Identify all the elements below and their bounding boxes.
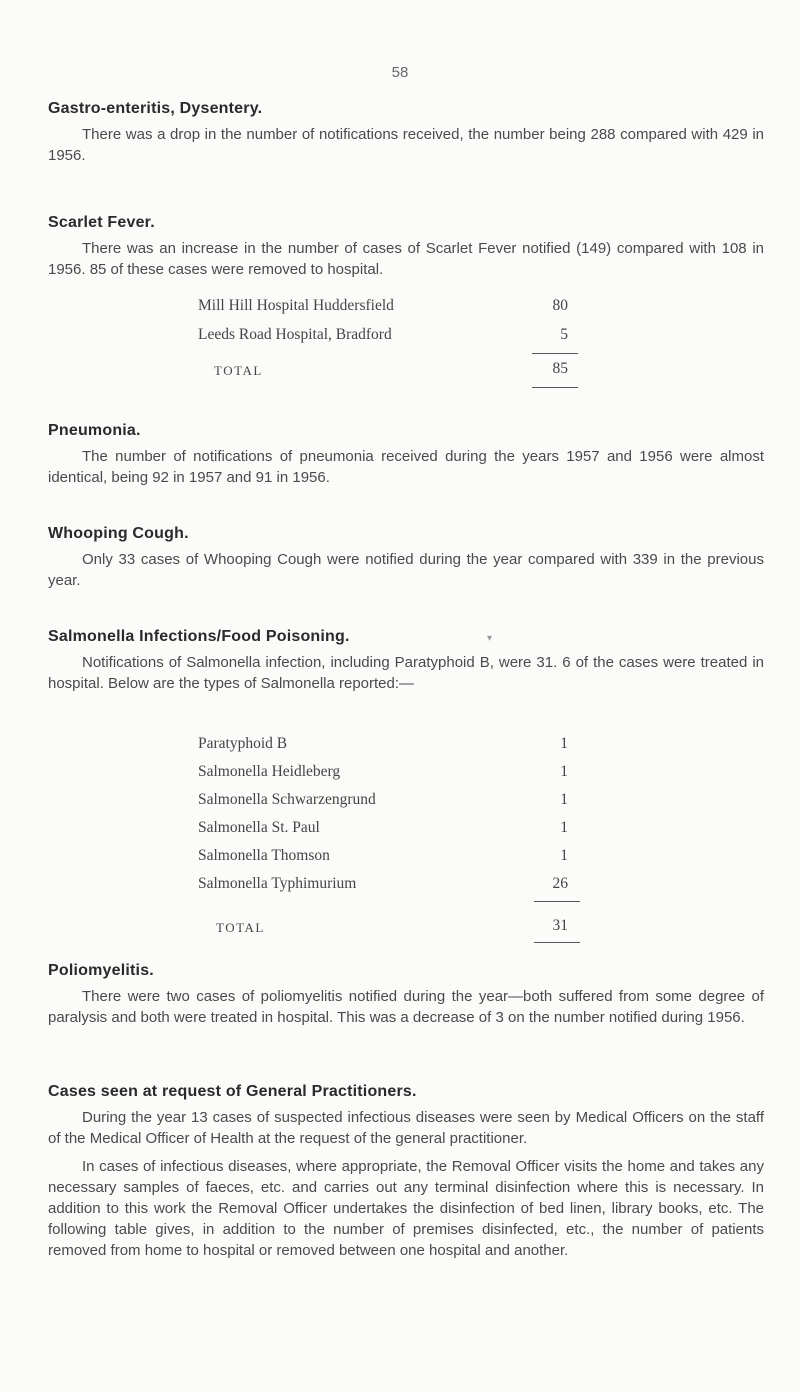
page-number: 58 <box>391 64 409 81</box>
scarlet-heading: Scarlet Fever. <box>48 214 155 231</box>
gp-section <box>48 1083 764 1261</box>
whooping-section <box>48 525 764 591</box>
whooping-text: Only 33 cases of Whooping Cough were notified during the year compared with 339 in the previous year. <box>48 551 764 589</box>
whooping-heading: Whooping Cough. <box>48 525 189 542</box>
salmonella-row-value: 26 <box>552 875 568 892</box>
scarlet-row-value: 80 <box>552 297 568 314</box>
ink-mark: ▾ <box>487 633 493 644</box>
scarlet-section <box>48 214 764 280</box>
salmonella-row-label: Paratyphoid B <box>198 735 288 752</box>
pneumonia-text: The number of notifications of pneumonia received during the years 1957 and 1956 were almost identical, being 92 in 1957 and 91 in 1956. <box>48 448 764 486</box>
scarlet-total-rule <box>532 387 578 388</box>
salmonella-total-rule <box>534 942 580 943</box>
salmonella-row-value: 1 <box>560 735 568 752</box>
polio-text: There were two cases of poliomyelitis notified during the year—both suffered from some degree of paralysis and both were treated in hospital. This was a decrease of 3 on the number notified during 1956. <box>48 988 764 1026</box>
salmonella-subtotal-rule <box>534 901 580 902</box>
polio-section <box>48 962 764 1028</box>
gp-heading: Cases seen at request of General Practitioners. <box>48 1083 417 1100</box>
scarlet-total-label: TOTAL <box>214 363 263 378</box>
scarlet-total-value: 85 <box>552 360 568 377</box>
salmonella-row-label: Salmonella Thomson <box>198 847 330 864</box>
salmonella-total-label: TOTAL <box>216 920 265 935</box>
scarlet-row-label: Mill Hill Hospital Huddersfield <box>198 297 394 314</box>
gastro-text: There was a drop in the number of notifications received, the number being 288 compared with 429 in 1956. <box>48 126 764 164</box>
gp-paragraph-1: During the year 13 cases of suspected infectious diseases were seen by Medical Officers on the staff of the Medical Officer of Health at the request of the general practitioner. <box>48 1109 764 1147</box>
salmonella-row-value: 1 <box>560 763 568 780</box>
salmonella-heading: Salmonella Infections/Food Poisoning. <box>48 628 350 645</box>
gastro-heading: Gastro-enteritis, Dysentery. <box>48 100 263 117</box>
gastro-section <box>48 100 764 166</box>
salmonella-row-value: 1 <box>560 847 568 864</box>
salmonella-row-label: Salmonella Typhimurium <box>198 875 357 892</box>
pneumonia-heading: Pneumonia. <box>48 422 141 439</box>
polio-heading: Poliomyelitis. <box>48 962 154 979</box>
scarlet-table <box>198 297 578 417</box>
scarlet-row-value: 5 <box>560 326 568 343</box>
salmonella-text: Notifications of Salmonella infection, including Paratyphoid B, were 31. 6 of the cases were treated in hospital. Below are the types of Salmonella reported:— <box>48 654 764 692</box>
scarlet-text: There was an increase in the number of cases of Scarlet Fever notified (149) compared with 108 in 1956. 85 of these cases were removed to hospital. <box>48 240 764 278</box>
pneumonia-section <box>48 422 764 488</box>
salmonella-section <box>48 628 764 694</box>
gp-paragraph-2: In cases of infectious diseases, where appropriate, the Removal Officer visits the home and takes any necessary samples of faeces, etc. and carries out any terminal disinfection where this is necessary. In addition to this work the Removal Officer undertakes the disinfection of bed linen, library books, etc. The following table gives, in addition to the number of premises disinfected, etc., the number of patients removed from home to hospital or removed between one hospital and another. <box>48 1158 764 1259</box>
salmonella-row-value: 1 <box>560 819 568 836</box>
salmonella-total-value: 31 <box>552 917 568 934</box>
scarlet-subtotal-rule <box>532 353 578 354</box>
salmonella-row-label: Salmonella St. Paul <box>198 819 320 836</box>
salmonella-row-value: 1 <box>560 791 568 808</box>
salmonella-row-label: Salmonella Heidleberg <box>198 763 341 780</box>
scarlet-row-label: Leeds Road Hospital, Bradford <box>198 326 392 343</box>
salmonella-row-label: Salmonella Schwarzengrund <box>198 791 376 808</box>
